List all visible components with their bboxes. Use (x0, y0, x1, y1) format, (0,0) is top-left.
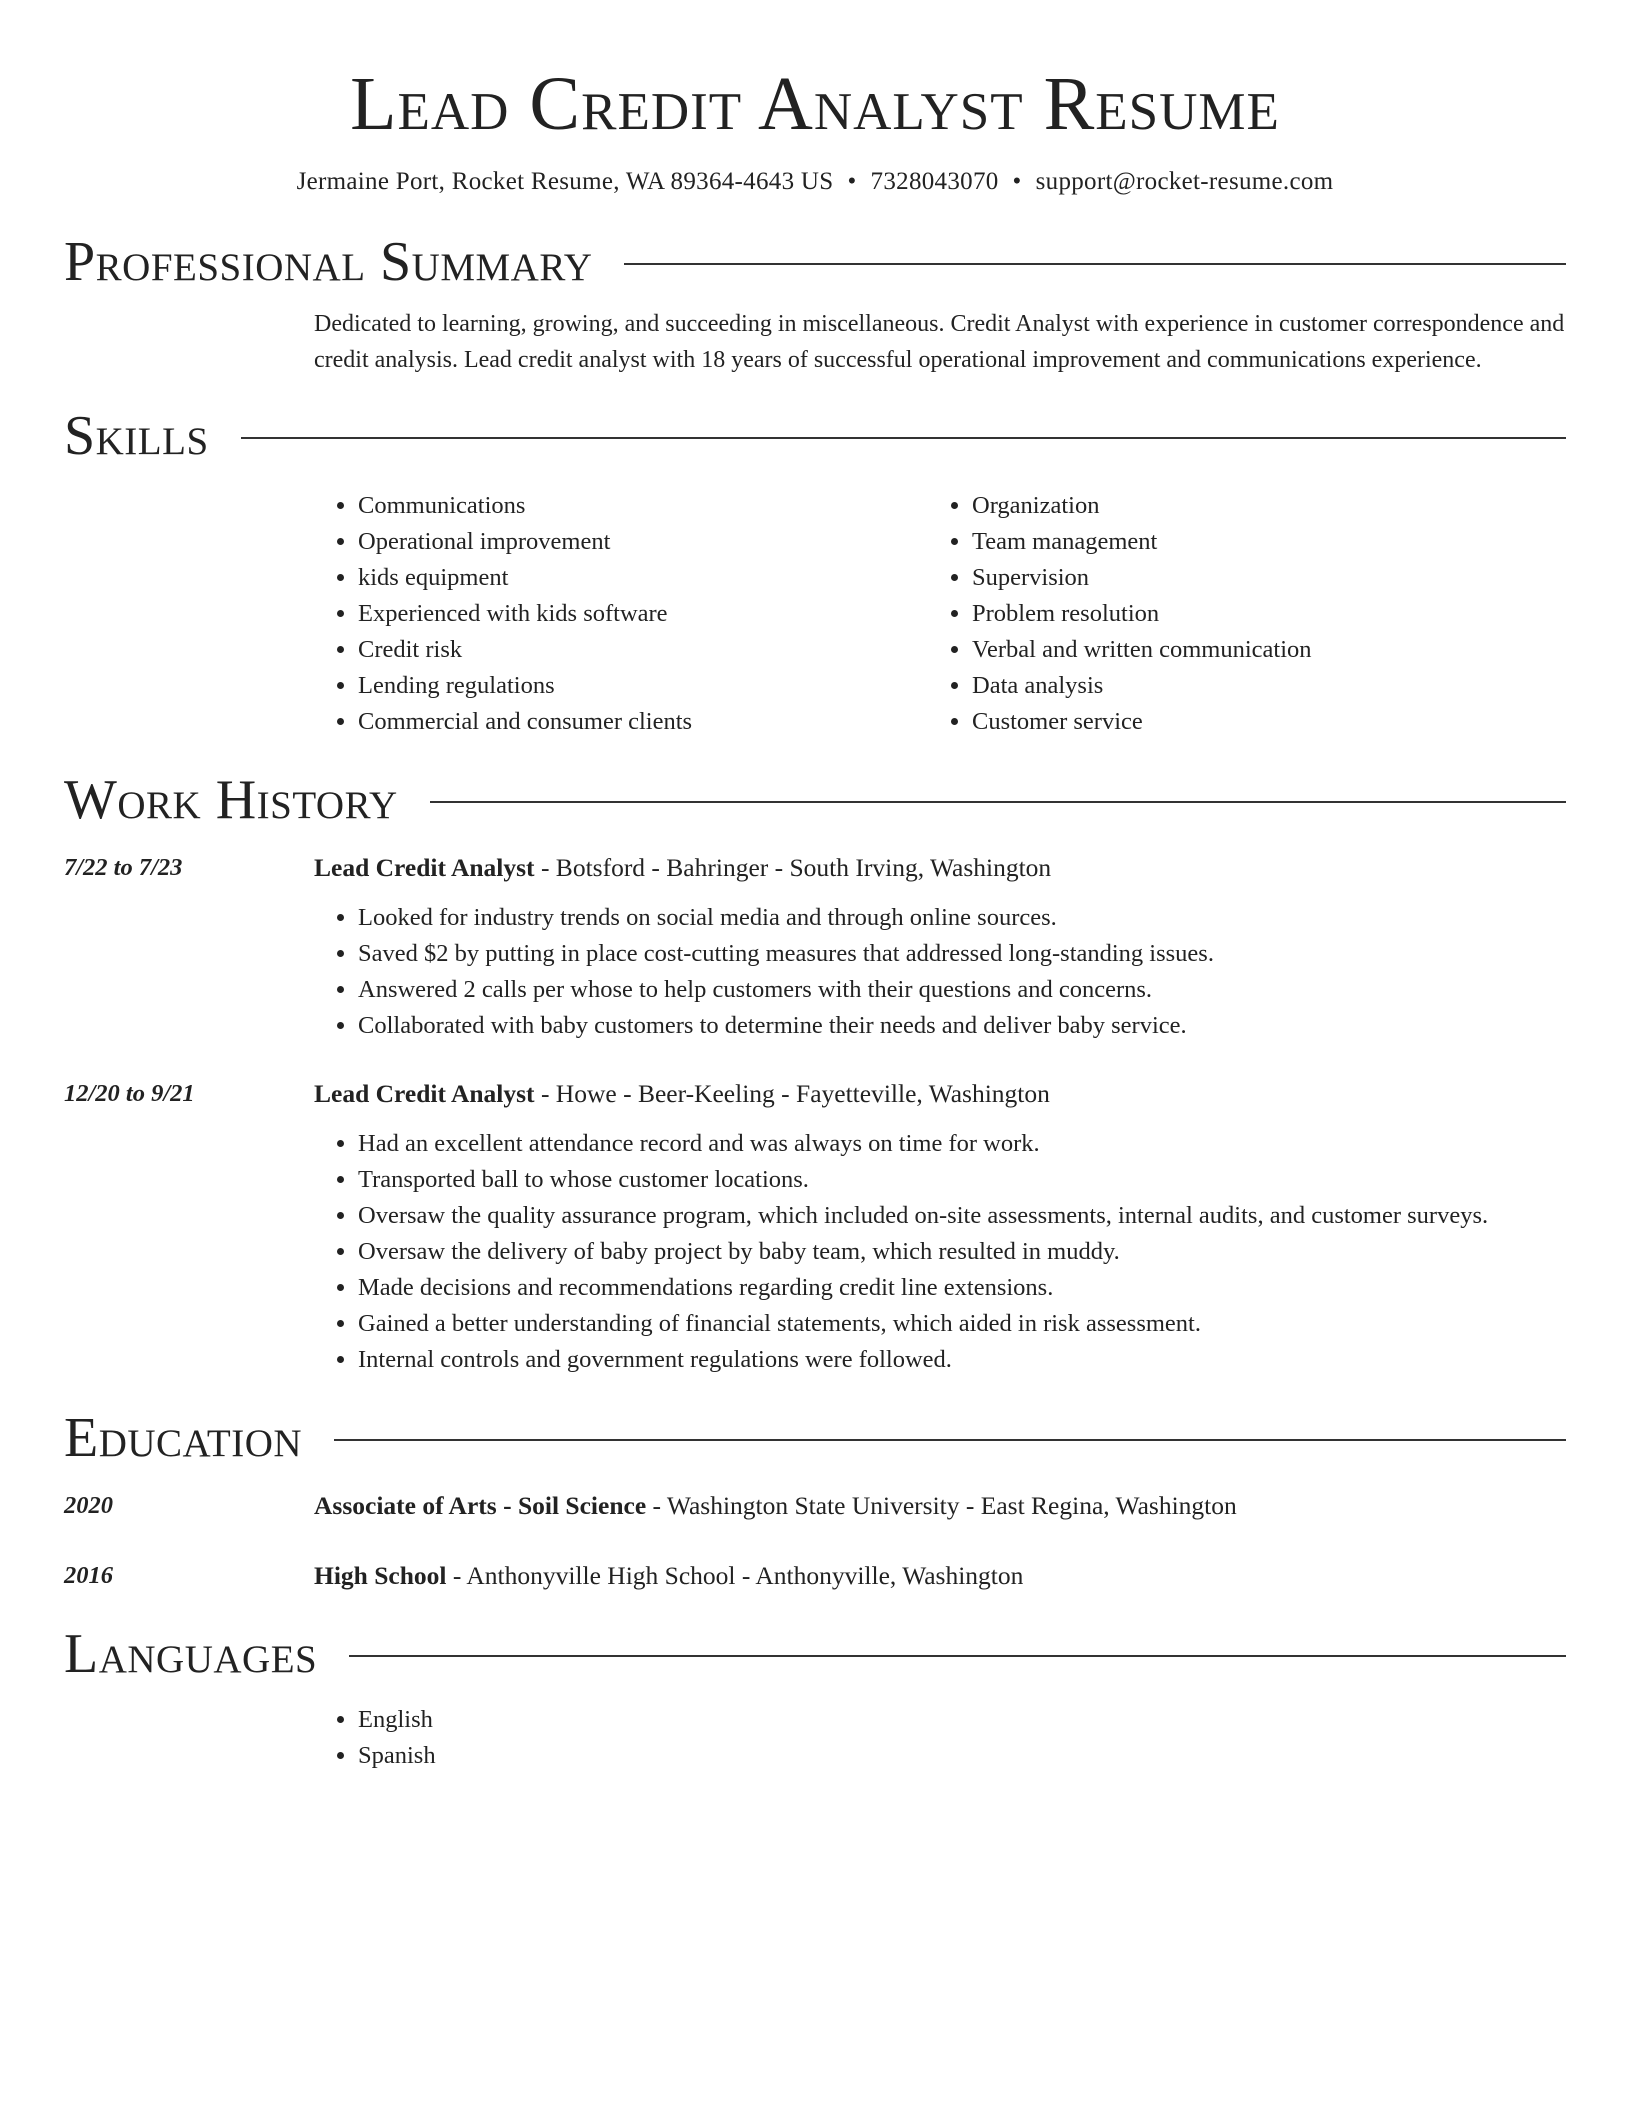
skill-item: • Data analysis (972, 668, 1542, 704)
contact-address: Jermaine Port, Rocket Resume, WA 89364-4643 US (296, 168, 834, 195)
job-dates: 7/22 to 7/23 (64, 854, 183, 881)
job-bullet: • Oversaw the quality assurance program, which included on-site assessments, internal audits, and customer surveys. (358, 1198, 1566, 1234)
job-bullet: • Gained a better understanding of financial statements, which aided in risk assessment. (358, 1306, 1566, 1342)
section-title-education: Education (64, 1407, 303, 1469)
education-details (314, 1488, 1566, 1524)
job-entry (64, 850, 1566, 1044)
skill-item: • Commercial and consumer clients (358, 704, 928, 740)
job-heading (314, 850, 1566, 886)
languages-bullets (314, 1702, 1566, 1774)
language-item: • English (358, 1702, 1566, 1738)
skills-list (314, 488, 1566, 740)
separator-dot: • (847, 168, 857, 195)
education-degree: Associate of Arts - Soil Science (314, 1491, 647, 1520)
section-divider (241, 437, 1566, 439)
contact-line (64, 166, 1566, 198)
skill-item: • Organization (972, 488, 1542, 524)
skills-column-1 (314, 488, 928, 740)
separator-dot: • (1012, 168, 1022, 195)
section-title-work-history: Work History (64, 769, 398, 831)
skill-item: • Supervision (972, 560, 1542, 596)
skills-section-header (64, 406, 1566, 466)
job-bullet: • Looked for industry trends on social media and through online sources. (358, 900, 1566, 936)
skill-item: • Team management (972, 524, 1542, 560)
education-details (314, 1558, 1566, 1594)
section-divider (349, 1655, 1566, 1657)
education-entry (64, 1558, 1566, 1594)
job-heading (314, 1076, 1566, 1112)
education-year: 2016 (64, 1562, 113, 1589)
skill-item: • Operational improvement (358, 524, 928, 560)
language-item: • Spanish (358, 1738, 1566, 1774)
job-bullet: • Transported ball to whose customer locations. (358, 1162, 1566, 1198)
skill-item: • Lending regulations (358, 668, 928, 704)
job-bullets (314, 1126, 1566, 1378)
job-bullet: • Saved $2 by putting in place cost-cutting measures that addressed long-standing issues. (358, 936, 1566, 972)
job-title: Lead Credit Analyst (314, 1079, 535, 1108)
education-school: - Washington State University - East Regina, Washington (646, 1491, 1237, 1520)
skill-item: • Problem resolution (972, 596, 1542, 632)
languages-list (64, 1702, 1566, 1774)
skills-column-2 (928, 488, 1542, 740)
section-title-skills: Skills (64, 405, 209, 467)
education-degree: High School (314, 1561, 447, 1590)
job-header (64, 850, 1566, 886)
job-employer: - Howe - Beer-Keeling - Fayetteville, Washington (534, 1079, 1050, 1108)
education-section-header (64, 1408, 1566, 1468)
job-employer: - Botsford - Bahringer - South Irving, Washington (534, 853, 1052, 882)
job-bullet: • Answered 2 calls per whose to help customers with their questions and concerns. (358, 972, 1566, 1008)
section-title-languages: Languages (64, 1623, 318, 1685)
job-bullets (314, 900, 1566, 1044)
education-school: - Anthonyville High School - Anthonyville, Washington (446, 1561, 1024, 1590)
skill-item: • Verbal and written communication (972, 632, 1542, 668)
section-divider (624, 263, 1566, 265)
job-bullet: • Oversaw the delivery of baby project by baby team, which resulted in muddy. (358, 1234, 1566, 1270)
job-bullet: • Had an excellent attendance record and was always on time for work. (358, 1126, 1566, 1162)
section-divider (334, 1439, 1566, 1441)
contact-email: support@rocket-resume.com (1035, 168, 1334, 195)
education-year: 2020 (64, 1492, 113, 1519)
job-bullet: • Collaborated with baby customers to determine their needs and deliver baby service. (358, 1008, 1566, 1044)
skill-item: • Customer service (972, 704, 1542, 740)
education-entry (64, 1488, 1566, 1524)
languages-section-header (64, 1624, 1566, 1684)
job-bullet: • Made decisions and recommendations regarding credit line extensions. (358, 1270, 1566, 1306)
job-header (64, 1076, 1566, 1112)
job-dates: 12/20 to 9/21 (64, 1080, 195, 1107)
resume-title: Lead Credit Analyst Resume (350, 62, 1280, 146)
section-title-summary: Professional Summary (64, 231, 593, 293)
job-bullet: • Internal controls and government regulations were followed. (358, 1342, 1566, 1378)
contact-phone: 7328043070 (870, 168, 999, 195)
work-section-header (64, 770, 1566, 830)
section-divider (430, 801, 1566, 803)
skill-item: • Communications (358, 488, 928, 524)
skill-item: • Credit risk (358, 632, 928, 668)
summary-section-header (64, 232, 1566, 292)
job-title: Lead Credit Analyst (314, 853, 535, 882)
summary-text: Dedicated to learning, growing, and succeeding in miscellaneous. Credit Analyst with experience in customer correspondence and credit analysis. Lead credit analyst with 18 years of successful operational improvement and communications experience. (314, 311, 1565, 373)
skill-item: • Experienced with kids software (358, 596, 928, 632)
skill-item: • kids equipment (358, 560, 928, 596)
job-entry (64, 1076, 1566, 1378)
